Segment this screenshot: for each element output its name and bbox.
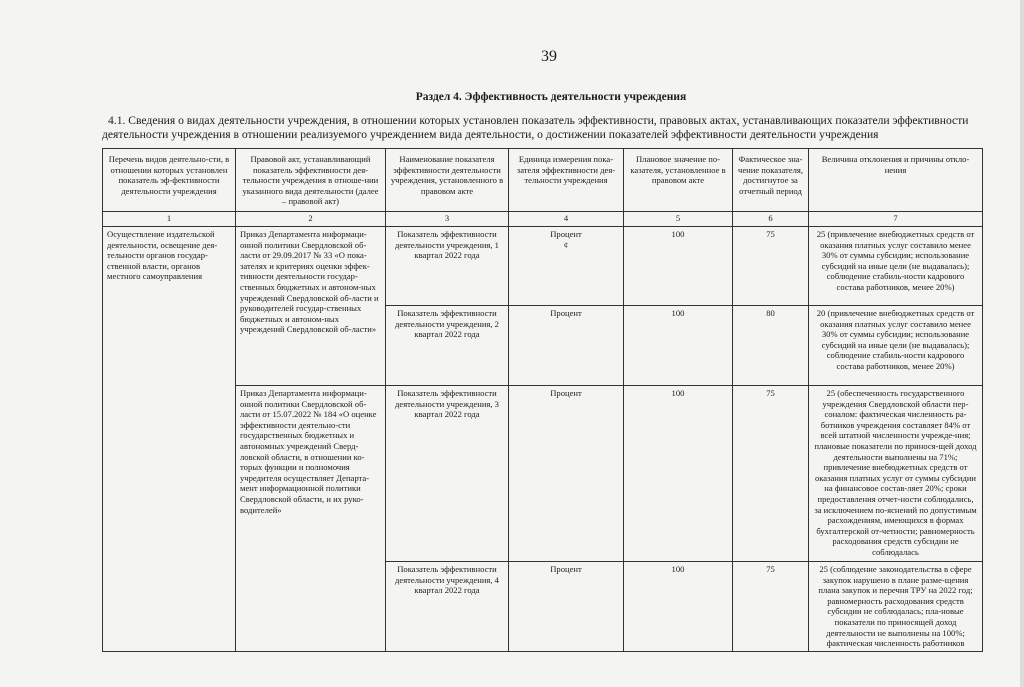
header-legal-act: Правовой акт, устанавливающий показатель эффективности дея-тельности учреждения в отноше-нии указанного вида деятельности (далее – правовой акт)	[236, 149, 386, 212]
deviation-cell: 25 (соблюдение законодательства в сфере закупок нарушено в плане разме-щения плана закупок и перечня ТРУ на 2022 год; равномерность расходования средств субсидии не соблюдалась; пла-новые показатели по приносящей доход деятельности не выполнены на 100%; фактическая численность работников	[809, 562, 983, 652]
legal-act-cell: Приказ Департамента информаци-онной политики Свердловской об-ласти от 29.09.2017 № 33 «О пока-зателях и критериях оценки эффек-тивности деятельности государ-ственных бюджетных и автоном-ных учреждений Свердловской об-ласти и руководителей государ-ственных бюджетных и автоном-ных учреждений Свердловской об-ласти»	[236, 227, 386, 386]
header-activity: Перечень видов деятельно-сти, в отношении которых установлен показатель эф-фективности деятельности учреждения	[103, 149, 236, 212]
column-number-row	[103, 212, 983, 227]
intro-paragraph: 4.1. Сведения о видах деятельности учреждения, в отношении которых установлен показатель эффективности, правовых актах, устанавливающих показатели эффективности деятельности учреждения в отношении реализуемого учреждением вида деятельности, о достижении показателей эффективности деятельности учреждения	[102, 114, 969, 141]
unit-cell	[509, 227, 624, 306]
efficiency-table	[102, 148, 983, 652]
column-number: 4	[509, 212, 624, 227]
header-fact: Фактическое зна-чение показателя, достигнутое за отчетный период	[733, 149, 809, 212]
fact-cell: 75	[733, 227, 809, 306]
legal-act-cell: Приказ Департамента информаци-онной политики Свердловской об-ласти от 15.07.2022 № 184 «О оценке эффективности деятельно-сти государственных бюджетных и автономных учреждений Сверд-ловской области, в отношении ко-торых функции и полномочия учредителя осуществляет Департа-мент информационной политики Свердловской области, и их руко-водителей»	[236, 386, 386, 652]
fact-cell: 75	[733, 562, 809, 652]
deviation-cell: 25 (привлечение внебюджетных средств от оказания платных услуг составило менее 30% от суммы субсидии; использование субсидий на иные цели (не выдавалась); соблюдение стабиль-ности кадрового состава работников, менее 20%)	[809, 227, 983, 306]
fact-cell: 75	[733, 386, 809, 562]
deviation-cell: 25 (обеспеченность государственного учреждения Свердловской области пер-соналом: фактическая численность ра-ботников учреждения составляет 84% от всей штатной численности учрежде-ния; плановые показатели по принося-щей доход деятельности выполнены на 71%; привлечение внебюджетных средств от оказания платных услуг от суммы субсидии на финансовое состав-ляет 20%; сроки предоставления отчет-ности соблюдались, за исключением по-яснений по допустимым расхождениям, имеющихся в формах бухгалтерской от-четности; равномерность расходования средств субсидии не соблюдалась	[809, 386, 983, 562]
fact-cell: 80	[733, 306, 809, 386]
unit-cell: Процент	[509, 562, 624, 652]
plan-cell: 100	[624, 227, 733, 306]
column-number: 5	[624, 212, 733, 227]
indicator-cell: Показатель эффективности деятельности учреждения, 4 квартал 2022 года	[386, 562, 509, 652]
indicator-cell: Показатель эффективности деятельности учреждения, 3 квартал 2022 года	[386, 386, 509, 562]
unit-value: Процент	[550, 229, 582, 239]
plan-cell: 100	[624, 306, 733, 386]
table-row	[103, 227, 983, 306]
deviation-cell: 20 (привлечение внебюджетных средств от оказания платных услуг составило менее 30% от суммы субсидии; использование субсидий на иные цели (не выдавалась); соблюдение стабиль-ности кадрового состава работников, менее 20%)	[809, 306, 983, 386]
header-indicator: Наименование показателя эффективности деятельности учреждения, установленного в правовом акте	[386, 149, 509, 212]
indicator-cell: Показатель эффективности деятельности учреждения, 1 квартал 2022 года	[386, 227, 509, 306]
table-header-row	[103, 149, 983, 212]
header-plan: Плановое значение по-казателя, установленное в правовом акте	[624, 149, 733, 212]
column-number: 6	[733, 212, 809, 227]
unit-cell: Процент	[509, 306, 624, 386]
unit-cell: Процент	[509, 386, 624, 562]
page-number: 39	[541, 48, 557, 65]
column-number: 2	[236, 212, 386, 227]
column-number: 1	[103, 212, 236, 227]
unit-mark: ¢	[563, 239, 569, 250]
scan-edge	[1020, 0, 1024, 687]
plan-cell: 100	[624, 562, 733, 652]
indicator-cell: Показатель эффективности деятельности учреждения, 2 квартал 2022 года	[386, 306, 509, 386]
header-unit: Единица измерения пока-зателя эффективности дея-тельности учреждения	[509, 149, 624, 212]
column-number: 3	[386, 212, 509, 227]
column-number: 7	[809, 212, 983, 227]
section-title: Раздел 4. Эффективность деятельности учреждения	[415, 91, 687, 103]
plan-cell: 100	[624, 386, 733, 562]
activity-cell: Осуществление издательской деятельности, освещение дея-тельности органов государ-ственной власти, органов местного самоуправления	[103, 227, 236, 652]
header-deviation: Величина отклонения и причины откло-нения	[809, 149, 983, 212]
